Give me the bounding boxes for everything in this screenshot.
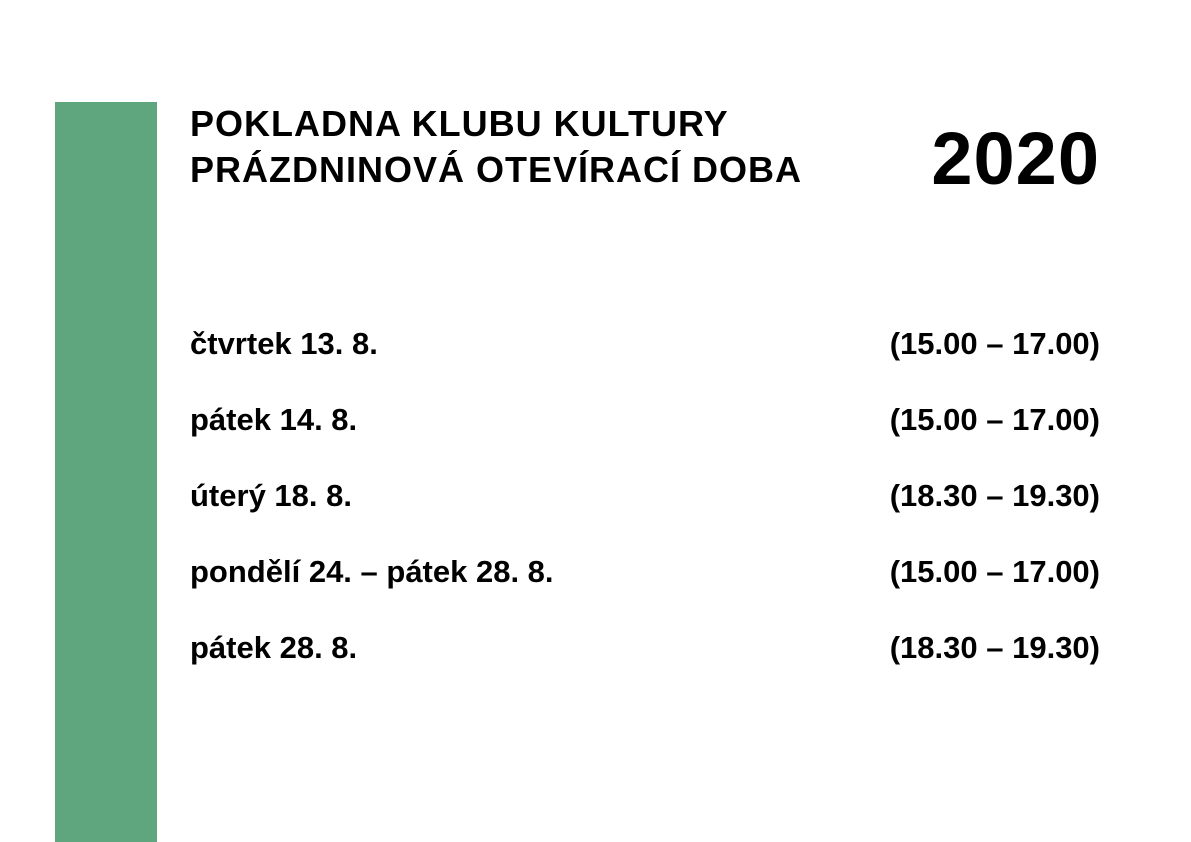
schedule-time: (18.30 – 19.30) <box>889 630 1100 665</box>
header <box>190 100 1110 200</box>
schedule-time: (15.00 – 17.00) <box>889 554 1100 589</box>
schedule-row <box>190 401 1100 477</box>
schedule-day: úterý 18. 8. <box>190 478 352 513</box>
schedule-day: pondělí 24. – pátek 28. 8. <box>190 554 554 589</box>
schedule-time: (15.00 – 17.00) <box>889 402 1100 437</box>
schedule-row <box>190 325 1100 401</box>
schedule-row <box>190 629 1100 705</box>
schedule-day: pátek 28. 8. <box>190 630 358 665</box>
schedule-day: čtvrtek 13. 8. <box>190 326 378 361</box>
title-line-1: POKLADNA KLUBU KULTURY <box>190 103 729 144</box>
schedule-row <box>190 553 1100 629</box>
accent-bar <box>55 102 157 842</box>
schedule-row <box>190 477 1100 553</box>
schedule-time: (18.30 – 19.30) <box>889 478 1100 513</box>
schedule-day: pátek 14. 8. <box>190 402 358 437</box>
schedule-list <box>190 325 1100 705</box>
title-line-2: PRÁZDNINOVÁ OTEVÍRACÍ DOBA <box>190 149 803 190</box>
year: 2020 <box>931 117 1100 200</box>
schedule-time: (15.00 – 17.00) <box>889 326 1100 361</box>
